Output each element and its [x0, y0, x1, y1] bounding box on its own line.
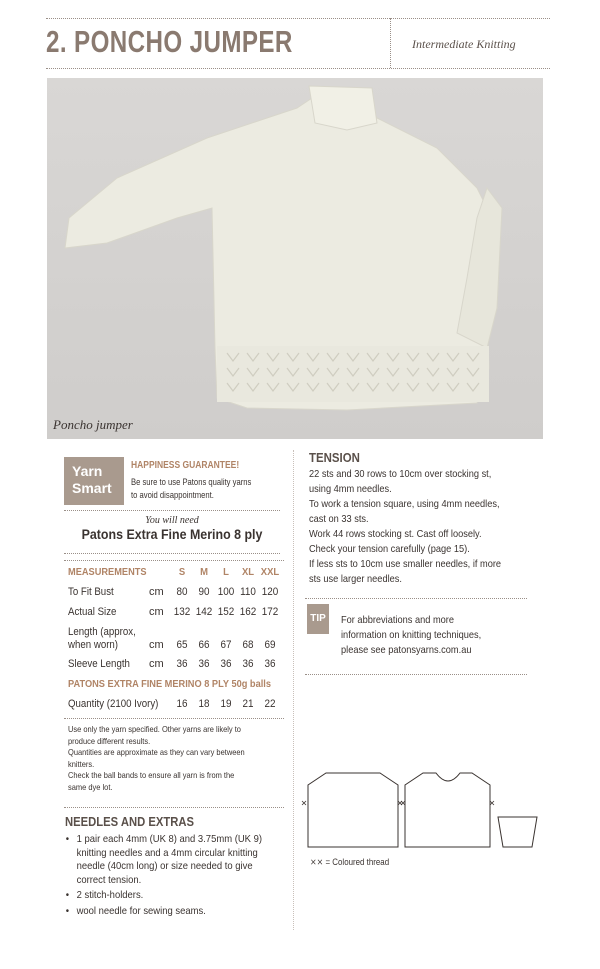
note-text: Check the ball bands to ensure all yarn is from the same dye lot. — [68, 770, 235, 792]
list-item: • 2 stitch-holders. — [64, 889, 276, 903]
row-label-line: Length (approx, — [68, 626, 136, 638]
size-header: XL — [241, 566, 255, 578]
cell-value: 36 — [220, 658, 232, 670]
tension-line: cast on 33 sts. — [309, 513, 369, 525]
tension-line: Work 44 rows stocking st. Cast off loosely. — [309, 528, 482, 540]
row-unit: cm — [149, 658, 164, 670]
row-label: Sleeve Length — [68, 658, 130, 670]
header-divider — [390, 18, 391, 68]
guarantee-text: Be sure to use Patons quality yarns to avoid disappointment. — [131, 477, 252, 500]
cell-value: 21 — [242, 698, 254, 710]
cell-value: 36 — [176, 658, 188, 670]
table-row — [68, 698, 288, 718]
cell-value: 152 — [217, 606, 235, 618]
needles-title: NEEDLES AND EXTRAS — [65, 815, 194, 829]
yarn-name: Patons Extra Fine Merino 8 ply — [81, 527, 263, 542]
cell-value: 65 — [176, 639, 188, 651]
cell-value: 172 — [261, 606, 279, 618]
table-row — [68, 586, 288, 606]
size-header: L — [223, 566, 229, 578]
row-label — [68, 626, 136, 652]
cell-value: 142 — [195, 606, 213, 618]
size-header: XXL — [260, 566, 280, 578]
tip-line: please see patonsyarns.com.au — [341, 644, 472, 656]
ball-header: PATONS EXTRA FINE MERINO 8 PLY 50g balls — [68, 678, 271, 690]
guarantee-title: HAPPINESS GUARANTEE! — [131, 460, 240, 471]
table-row — [68, 606, 288, 626]
diagram-legend — [310, 857, 389, 868]
schematic-diagram — [300, 765, 540, 860]
row-unit: cm — [149, 586, 164, 598]
tension-line: If less sts to 10cm use smaller needles, if more — [309, 558, 502, 570]
cell-value: 110 — [240, 586, 256, 598]
table-row — [68, 626, 288, 658]
cell-value: 19 — [220, 698, 232, 710]
yarn-smart-line1: Yarn — [72, 463, 103, 479]
cell-value: 16 — [176, 698, 188, 710]
cell-value: 67 — [220, 639, 232, 651]
yarn-notes — [68, 724, 253, 793]
cell-value: 120 — [261, 586, 279, 598]
table-top-rule — [64, 560, 284, 561]
cell-value: 36 — [242, 658, 254, 670]
cell-value: 132 — [173, 606, 191, 618]
row-label: Quantity (2100 Ivory) — [68, 698, 159, 710]
quantity-rule — [64, 718, 284, 719]
measurements-header-row — [68, 566, 288, 586]
top-rule — [46, 18, 550, 19]
header-bottom-rule — [46, 68, 550, 69]
tip-line: information on knitting techniques, — [341, 629, 482, 641]
size-header: M — [200, 566, 208, 578]
tension-rule — [305, 598, 527, 599]
note-text: Quantities are approximate as they can vary between knitters. — [68, 747, 245, 769]
legend-text: = Coloured thread — [325, 857, 390, 867]
cell-value: 90 — [198, 586, 210, 598]
tip-badge: TIP — [307, 604, 329, 634]
yarn-smart-badge — [64, 457, 124, 505]
cell-value: 68 — [242, 639, 254, 651]
size-header: S — [178, 566, 186, 578]
row-unit: cm — [149, 639, 164, 651]
notes-rule — [64, 807, 284, 808]
cell-value: 162 — [239, 606, 257, 618]
pattern-level: Intermediate Knitting — [412, 37, 516, 51]
row-label: To Fit Bust — [68, 586, 114, 598]
coloured-thread-icon: ⨯⨯ — [310, 857, 326, 867]
needles-list — [64, 833, 299, 920]
tension-title: TENSION — [309, 450, 360, 465]
table-row — [68, 658, 288, 678]
tip-rule — [305, 674, 527, 675]
tension-line: 22 sts and 30 rows to 10cm over stocking st, — [309, 468, 492, 480]
yarn-name-rule — [64, 553, 280, 554]
photo-caption: Poncho jumper — [53, 417, 133, 432]
cell-value: 18 — [198, 698, 210, 710]
measurements-table — [68, 566, 288, 718]
tip-line: For abbreviations and more — [341, 614, 454, 626]
cell-value: 69 — [264, 639, 276, 651]
tension-line: sts use larger needles. — [309, 573, 402, 585]
column-divider — [293, 450, 294, 930]
cell-value: 36 — [264, 658, 276, 670]
measurements-header: MEASUREMENTS — [68, 566, 147, 578]
cell-value: 22 — [264, 698, 276, 710]
list-item: • wool needle for sewing seams. — [64, 905, 276, 919]
tension-line: using 4mm needles. — [309, 483, 392, 495]
tension-text — [309, 467, 549, 587]
garment-photo — [47, 78, 543, 439]
row-label-line: when worn) — [68, 639, 119, 651]
cell-value: 66 — [198, 639, 210, 651]
list-item: • 1 pair each 4mm (UK 8) and 3.75mm (UK 9) knitting needles and a 4mm circular knitting needle (40cm long) or size needed to give correct tension. — [64, 833, 276, 887]
you-will-need-label: You will need — [145, 515, 199, 526]
jumper-illustration — [47, 78, 543, 439]
note-text: Use only the yarn specified. Other yarns are likely to produce different results. — [68, 724, 241, 746]
cell-value: 36 — [198, 658, 210, 670]
pattern-title: 2. PONCHO JUMPER — [46, 24, 293, 59]
row-label: Actual Size — [68, 606, 117, 618]
tip-text — [341, 613, 531, 658]
garment-schematics — [300, 765, 540, 865]
cell-value: 80 — [176, 586, 188, 598]
cell-value: 100 — [217, 586, 235, 598]
yarn-smart-line2: Smart — [72, 480, 112, 496]
row-unit: cm — [149, 606, 164, 618]
tension-line: To work a tension square, using 4mm needles, — [309, 498, 500, 510]
tension-line: Check your tension carefully (page 15). — [309, 543, 470, 555]
yarn-smart-rule — [64, 510, 280, 511]
